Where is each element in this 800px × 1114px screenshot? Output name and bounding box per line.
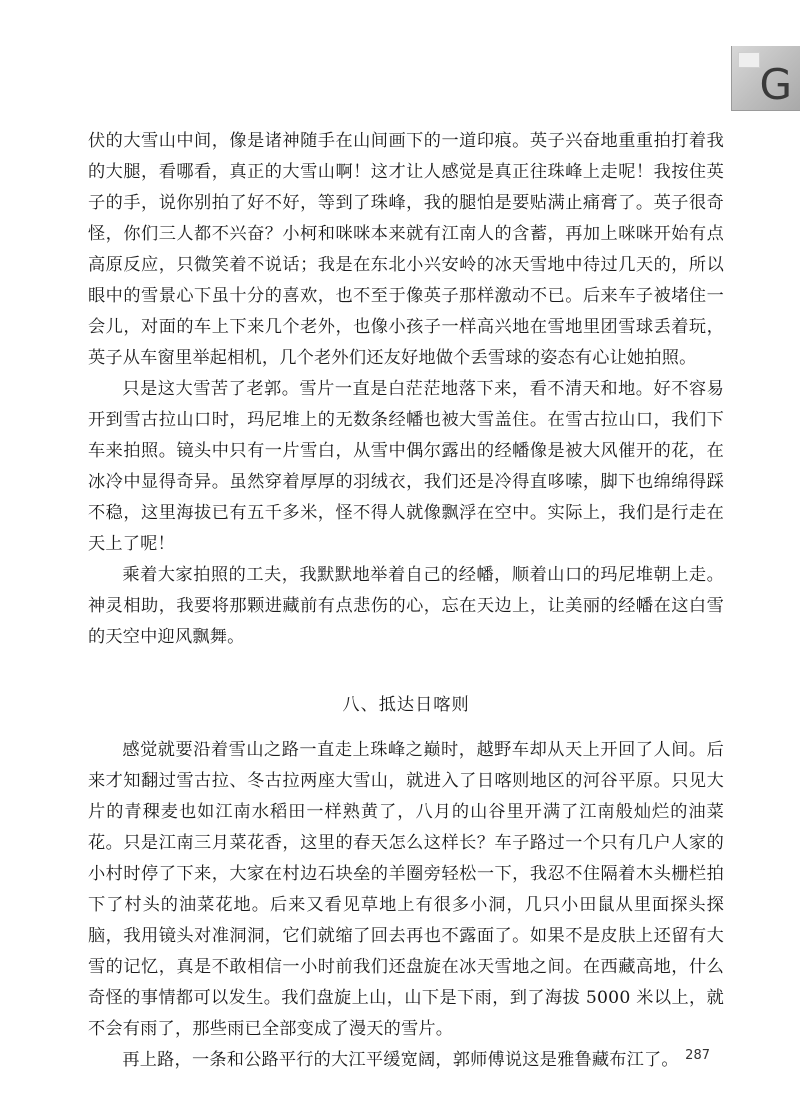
body-text [88,126,724,1076]
page-number: 287 [685,1048,710,1063]
chapter-thumb-tab [731,46,800,111]
paragraph: 乘着大家拍照的工夫，我默默地举着自己的经幡，顺着山口的玛尼堆朝上走。神灵相助，我要将那颗进藏前有点悲伤的心，忘在天边上，让美丽的经幡在这白雪的天空中迎风飘舞。 [88,565,724,647]
paragraph: 感觉就要沿着雪山之路一直走上珠峰之巅时，越野车却从天上开回了人间。后来才知翻过雪古拉、冬古拉两座大雪山，就进入了日喀则地区的河谷平原。只见大片的青稞麦也如江南水稻田一样熟黄了，八月的山谷里开满了江南般灿烂的油菜花。只是江南三月菜花香，这里的春天怎么这样长？车子路过一个只有几户人家的小村时停了下来，大家在村边石块垒的羊圈旁轻松一下，我忍不住隔着木头栅栏拍下了村头的油菜花地。后来又看见草地上有很多小洞，几只小田鼠从里面探头探脑，我用镜头对准洞洞，它们就缩了回去再也不露面了。如果不是皮肤上还留有大雪的记忆，真是不敢相信一小时前我们还盘旋在冰天雪地之间。在西藏高地，什么奇怪的事情都可以发生。我们盘旋上山，山下是下雨，到了海拔 5000 米以上，就不会有雨了，那些雨已全部变成了漫天的雪片。 [88,740,724,1039]
tab-mark [738,52,760,68]
paragraph: 再上路，一条和公路平行的大江平缓宽阔，郭师傅说这是雅鲁藏布江了。 [122,1050,679,1070]
tab-letter: G [759,60,792,109]
paragraph-continued: 伏的大雪山中间，像是诸神随手在山间画下的一道印痕。英子兴奋地重重拍打着我的大腿，看哪看，真正的大雪山啊！这才让人感觉是真正往珠峰上走呢！我按住英子的手，说你别拍了好不好，等到了珠峰，我的腿怕是要贴满止痛膏了。英子很奇怪，你们三人都不兴奋？小柯和咪咪本来就有江南人的含蓄，再加上咪咪开始有点高原反应，只微笑着不说话；我是在东北小兴安岭的冰天雪地中待过几天的，所以眼中的雪景心下虽十分的喜欢，也不至于像英子那样激动不已。后来车子被堵住一会儿，对面的车上下来几个老外，也像小孩子一样高兴地在雪地里团雪球丢着玩，英子从车窗里举起相机，几个老外们还友好地做个丢雪球的姿态有心让她拍照。 [88,131,724,368]
paragraph: 只是这大雪苦了老郭。雪片一直是白茫茫地落下来，看不清天和地。好不容易开到雪古拉山口时，玛尼堆上的无数条经幡也被大雪盖住。在雪古拉山口，我们下车来拍照。镜头中只有一片雪白，从雪中偶尔露出的经幡像是被大风催开的花，在冰冷中显得奇异。虽然穿着厚厚的羽绒衣，我们还是冷得直哆嗦，脚下也绵绵得踩不稳，这里海拔已有五千多米，怪不得人就像飘浮在空中。实际上，我们是行走在天上了呢！ [88,379,724,554]
section-heading: 八、抵达日喀则 [342,695,470,715]
